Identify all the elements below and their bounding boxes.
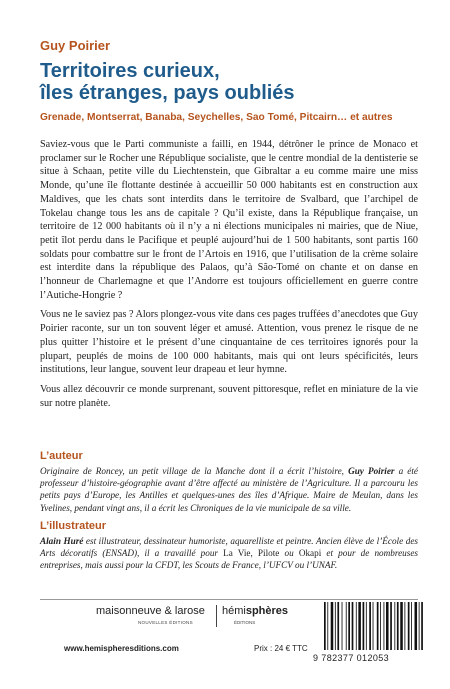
illustrateur-bio-name: Alain Huré <box>40 536 84 546</box>
barcode-bar <box>363 602 365 650</box>
barcode-bar <box>400 602 403 650</box>
illustrateur-bio-text-1: est illustrateur, dessinateur humoriste, aquarelliste et peintre. Ancien élève de l’École des Arts décoratifs (ENSAD), il a travaillé pour <box>40 536 418 559</box>
barcode-bar <box>356 602 357 650</box>
barcode-bar <box>342 602 343 650</box>
publisher-logo-hemispheres-a: hémi <box>222 605 246 617</box>
barcode-bar <box>331 602 334 650</box>
price-label: Prix : 24 € TTC <box>254 644 308 653</box>
illustrateur-bio-text-2: ou <box>279 548 299 559</box>
barcode-bar <box>394 602 395 650</box>
blurb-paragraph-1: Saviez-vous que le Parti communiste a failli, en 1944, détrôner le prince de Monaco et proclamer sur le Rocher une République socialiste, que le centre mondial de la dentisterie se situe à Schaan, petite ville du Liechtenstein, que Gibraltar a eu comme maire une miss Monde, qu’une île flottante destinée à accueillir 50 000 habitants est en construction aux Maldives, que les chats sont interdits dans le territoire de Svalbard, que l’archipel de Tokelau change tous les ans de capitale ? Qu’il existe, dans la République française, un territoire de 12 000 habitants où il n’y a ni élections municipales ni mairies, que de Niue, petit îlot perdu dans le Pacifique et peuplé aujourd’hui de 1 500 habitants, sont partis 160 soldats pour combattre sur le front de l’Artois en 1916, que l’utilisation de la crème solaire est interdite dans la république des Palaos, qu’à São-Tomé on chante et on danse en l’honneur de Charlemagne et que l’Andorre est toujours officiellement en guerre contre l’Autiche-Hongrie ? <box>40 139 418 301</box>
illustrateur-bio-text-3: et pour de nombreuses entreprises, mais aussi pour la CFDT, les Scouts de France, l’UFCV ou l’UNAF. <box>40 548 418 571</box>
auteur-bio-text-1: Originaire de Roncey, un petit village de la Manche dont il a écrit l’histoire, <box>40 466 349 476</box>
author-name: Guy Poirier <box>40 38 111 53</box>
auteur-bio-text-2: a été professeur d’histoire-géographie avant d’être affecté au ministère de l’Agriculture. Il a parcouru les petits pays d’Europe, les Antilles et quelques-unes des îles d’Afrique. Maire de Meulan, dans les Yvelines, pendant vingt ans, il a écrit les Chroniques de la vie municipale de sa ville. <box>40 466 418 513</box>
barcode-bar <box>369 602 371 650</box>
logo-separator <box>216 605 217 627</box>
barcode-bar <box>358 602 361 650</box>
publisher-website: www.hemispheresditions.com <box>64 644 179 653</box>
barcode-bar <box>348 602 350 650</box>
publisher-logo-maisonneuve-sub: NOUVELLES ÉDITIONS <box>138 620 193 625</box>
barcode-bar <box>411 602 412 650</box>
barcode-bar <box>404 602 405 650</box>
barcode-bar <box>346 602 347 650</box>
illustrateur-bio-okapi: Okapi <box>298 548 322 559</box>
book-title <box>40 60 420 104</box>
auteur-bio <box>40 465 418 514</box>
barcode-bar <box>377 602 379 650</box>
barcode-bar <box>419 602 420 650</box>
barcode-bar <box>373 602 374 650</box>
barcode-bar <box>397 602 399 650</box>
barcode-bar <box>384 602 385 650</box>
barcode-bar <box>366 602 367 650</box>
title-line-2: îles étranges, pays oubliés <box>40 82 295 104</box>
auteur-heading: L’auteur <box>40 450 83 462</box>
barcode-bar <box>380 602 381 650</box>
barcode-bar <box>352 602 354 650</box>
isbn-number: 9 782377 012053 <box>313 653 390 663</box>
isbn-barcode <box>318 600 428 652</box>
barcode-bar <box>390 602 392 650</box>
blurb <box>40 138 418 416</box>
barcode-bar <box>335 602 336 650</box>
title-line-1: Territoires curieux, <box>40 60 220 82</box>
blurb-paragraph-2: Vous ne le saviez pas ? Alors plongez-vous vite dans ces pages truffées d’anecdotes que Guy Poirier raconte, sur un ton souvent léger et amusé. Attention, vous prenez le risque de ne plus quitter l’histoire et le présent d’une cinquantaine de ces territoires ignorés pour la plupart, peuplés de moins de 100 000 habitants, mais qui ont leurs spécificités, leurs institutions, leur langue, souvent leur drapeau et leur hymne. <box>40 309 418 376</box>
publisher-logo-hemispheres-sub: ÉDITIONS <box>234 620 256 625</box>
barcode-bar <box>415 602 418 650</box>
barcode-bar <box>337 602 339 650</box>
publisher-logo-maisonneuve: maisonneuve & larose <box>96 605 205 617</box>
barcode-bar <box>386 602 389 650</box>
barcode-bar <box>421 602 423 650</box>
publisher-logo-hemispheres-b: sphères <box>245 605 289 617</box>
barcode-bar <box>324 602 326 650</box>
illustrateur-bio-pubs: La Vie, Pilote <box>223 548 280 559</box>
illustrateur-bio <box>40 535 418 572</box>
auteur-bio-name: Guy Poirier <box>348 466 395 476</box>
publisher-logo-hemispheres <box>222 605 288 617</box>
book-subtitle: Grenade, Montserrat, Banaba, Seychelles, Sao Tomé, Pitcairn… et autres <box>40 112 393 123</box>
barcode-bar <box>327 602 328 650</box>
illustrateur-heading: L’illustrateur <box>40 520 107 532</box>
blurb-paragraph-3: Vous allez découvrir ce monde surprenant, souvent pittoresque, reflet en miniature de la vie sur notre planète. <box>40 383 418 409</box>
barcode-bar <box>408 602 410 650</box>
